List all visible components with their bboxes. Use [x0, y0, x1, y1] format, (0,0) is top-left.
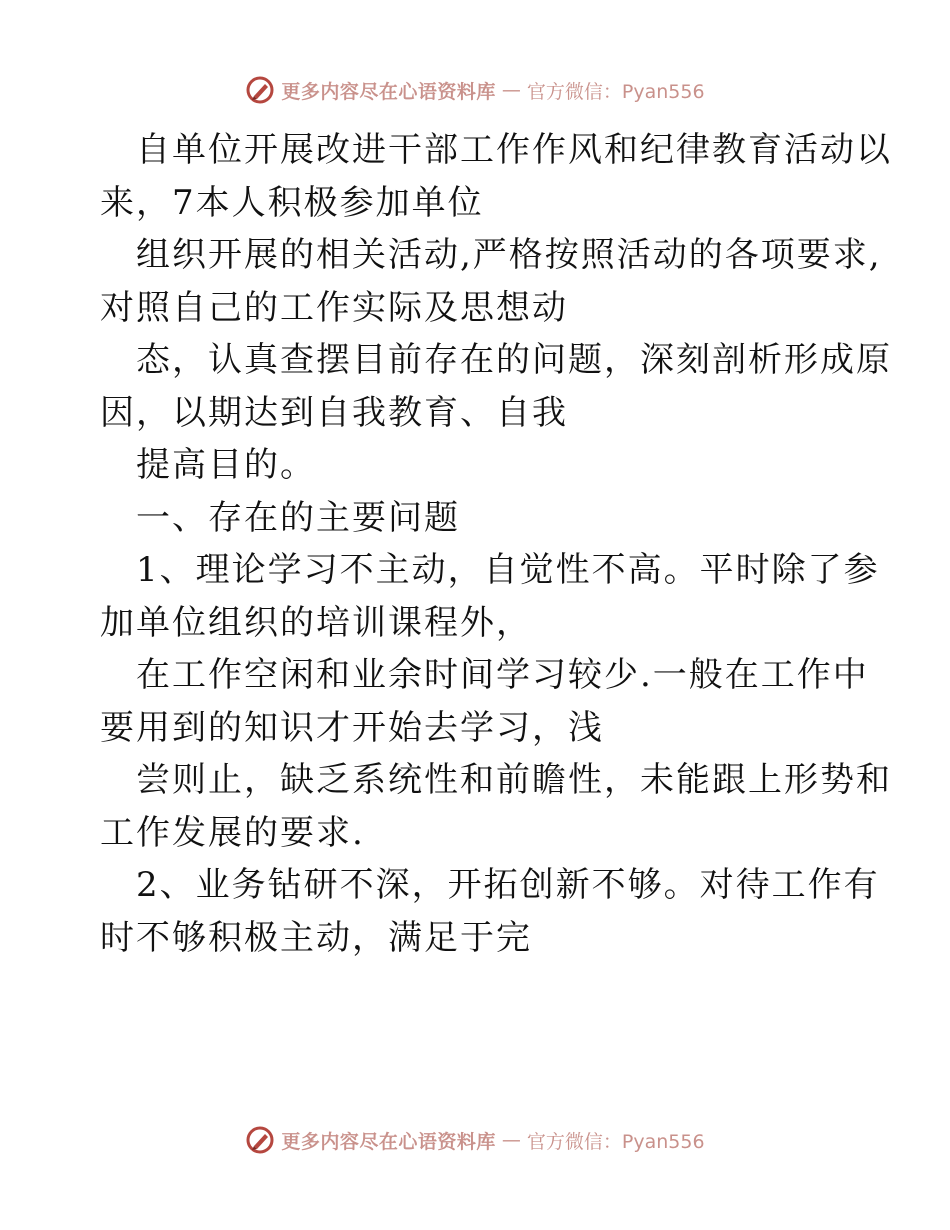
- text-line: 要用到的知识才开始去学习，浅: [100, 707, 604, 748]
- watermark-separator: —: [501, 1129, 521, 1151]
- text-line: 因，以期达到自我教育、自我: [100, 392, 568, 433]
- text-line: 1、理论学习不主动，自觉性不高。平时除了参: [136, 550, 880, 590]
- text-line: 组织开展的相关活动,严格按照活动的各项要求,: [136, 235, 882, 275]
- text-line: 2、业务钻研不深，开拓创新不够。对待工作有: [136, 865, 880, 905]
- document-body: [100, 124, 892, 964]
- pen-logo-icon: [245, 75, 275, 105]
- text-line: 工作发展的要求.: [100, 812, 365, 853]
- text-line: 提高目的。: [136, 445, 316, 485]
- text-line: 时不够积极主动，满足于完: [100, 917, 532, 958]
- watermark-site-text: 更多内容尽在心语资料库: [281, 80, 496, 103]
- watermark-wechat-text: 官方微信：Pyan556: [526, 1130, 705, 1153]
- section-heading: 一、存在的主要问题: [136, 497, 460, 538]
- text-line: 加单位组织的培训课程外，: [100, 602, 532, 643]
- text-line: 尝则止，缺乏系统性和前瞻性，未能跟上形势和: [136, 760, 892, 800]
- watermark-group: [245, 75, 704, 105]
- pen-logo-icon: [245, 1125, 275, 1155]
- text-line: 态，认真查摆目前存在的问题，深刻剖析形成原: [136, 340, 892, 380]
- watermark-site-text: 更多内容尽在心语资料库: [281, 1130, 496, 1153]
- watermark-group: [245, 1125, 704, 1155]
- watermark-wechat-text: 官方微信：Pyan556: [526, 80, 705, 103]
- watermark-separator: —: [501, 79, 521, 101]
- text-line: 自单位开展改进干部工作作风和纪律教育活动以: [136, 130, 892, 170]
- header-watermark: [0, 70, 950, 110]
- footer-watermark: [0, 1120, 950, 1160]
- text-line: 来，7本人积极参加单位: [100, 182, 484, 223]
- text-line: 在工作空闲和业余时间学习较少.一般在工作中: [136, 655, 869, 695]
- text-line: 对照自己的工作实际及思想动: [100, 287, 568, 328]
